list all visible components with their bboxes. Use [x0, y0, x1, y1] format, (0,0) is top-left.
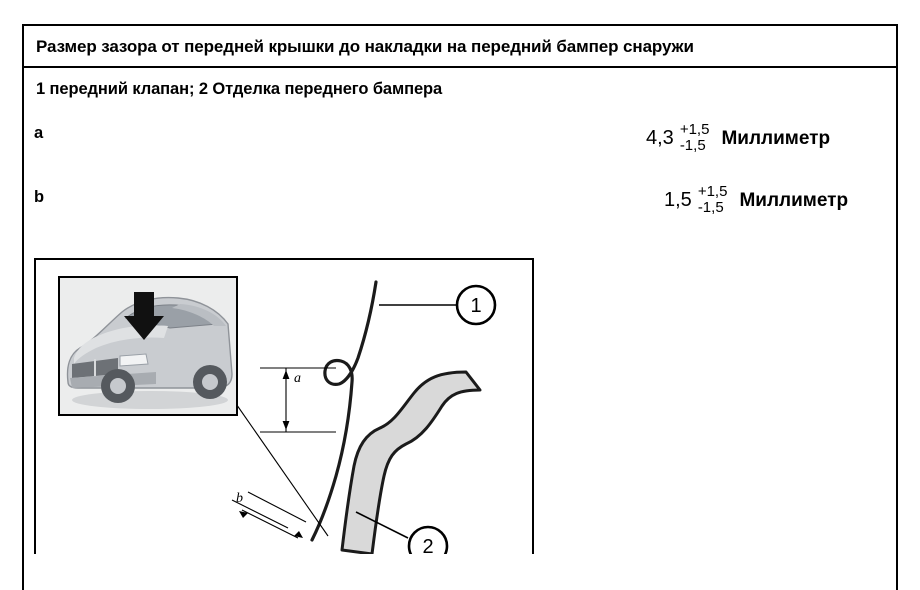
- dimension-tolerance-lower-a: -1,5: [679, 136, 706, 154]
- figure-legend: 1 передний клапан; 2 Отделка переднего бампера: [36, 79, 443, 98]
- photo-rear-rim: [202, 374, 218, 390]
- dimension-value-b: [664, 184, 848, 218]
- dim-a-arrow-top: [283, 370, 290, 379]
- dimension-tolerance-upper-a: +1,5: [679, 120, 710, 138]
- callout-2-label: 2: [422, 535, 434, 556]
- photo-headlight: [120, 354, 148, 366]
- vehicle-photo-inset: [58, 276, 238, 416]
- dim-a-arrow-bottom: [283, 421, 290, 430]
- bumper-trim-profile: [342, 372, 480, 554]
- dimension-nominal-b: 1,5: [664, 189, 692, 211]
- dimension-tolerance-b: [698, 184, 728, 218]
- dimension-tolerance-a: [680, 122, 710, 156]
- callout-1-label: 1: [470, 294, 482, 317]
- page-title: Размер зазора от передней крышки до накладки на передний бампер снаружи: [36, 37, 694, 56]
- dimension-row-b: [24, 180, 896, 248]
- table-title-row: [24, 26, 896, 68]
- specification-table: [22, 24, 898, 590]
- dim-a-mark-label: a: [294, 370, 301, 386]
- photo-front-rim: [110, 378, 126, 394]
- dimension-value-a: [646, 122, 830, 156]
- dimension-row-a: [24, 116, 896, 184]
- vehicle-photo: [60, 278, 236, 414]
- dimension-nominal-a: 4,3: [646, 127, 674, 149]
- dimension-unit-a: Миллиметр: [721, 127, 831, 149]
- section-line: [232, 398, 328, 536]
- table-body-row: [24, 68, 896, 554]
- dimension-tolerance-upper-b: +1,5: [697, 182, 728, 200]
- dim-b-mark-label: b: [236, 490, 243, 506]
- dim-b-line: [242, 510, 298, 538]
- figure-box: [34, 258, 534, 554]
- dimension-label-a: a: [34, 123, 44, 142]
- dimension-unit-b: Миллиметр: [739, 189, 849, 211]
- dimension-tolerance-lower-b: -1,5: [697, 198, 724, 216]
- dimension-label-b: b: [34, 187, 45, 206]
